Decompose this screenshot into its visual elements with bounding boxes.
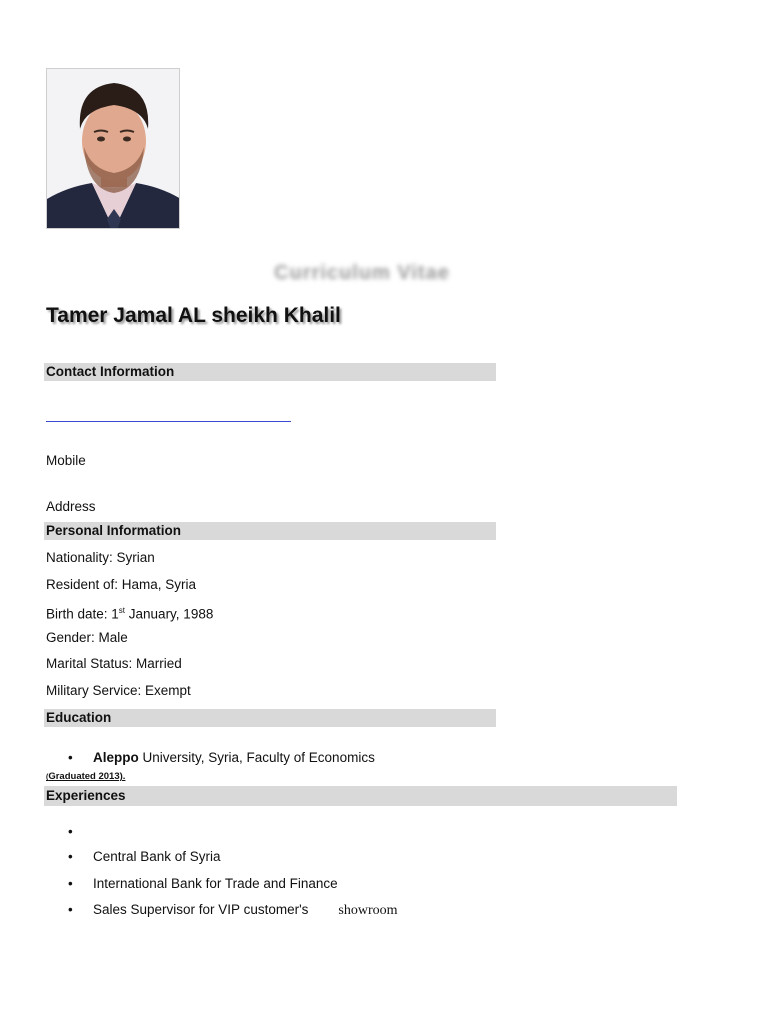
education-details: University, Syria, Faculty of Economics <box>138 750 375 765</box>
experience-text: International Bank for Trade and Finance <box>93 876 338 891</box>
birth-date <box>46 602 213 624</box>
mobile-label: Mobile <box>46 453 86 468</box>
gender: Gender: Male <box>46 630 128 645</box>
marital-status: Marital Status: Married <box>46 656 182 671</box>
birth-date-ordinal: st <box>118 606 126 615</box>
experience-text: Central Bank of Syria <box>93 849 221 864</box>
experience-item <box>68 875 338 893</box>
experience-text: Sales Supervisor for VIP customer's <box>93 902 309 917</box>
address-label: Address <box>46 499 96 514</box>
birth-date-prefix: Birth date: 1 <box>46 606 119 622</box>
graduation-note-paren: ( <box>46 774 49 781</box>
graduation-note <box>46 771 125 782</box>
experience-item <box>68 823 93 841</box>
bullet-icon: • <box>68 849 73 864</box>
education-item <box>68 749 375 767</box>
document-heading: Curriculum Vitae <box>274 262 450 284</box>
section-header-personal: Personal Information <box>44 522 496 540</box>
graduation-note-text: Graduated 2013). <box>48 771 126 782</box>
experience-item <box>68 848 221 866</box>
bullet-icon: • <box>68 750 73 765</box>
bullet-icon: • <box>68 824 73 839</box>
email-link[interactable] <box>46 421 291 422</box>
bullet-icon: • <box>68 876 73 891</box>
profile-photo <box>46 68 180 229</box>
section-header-education: Education <box>44 709 496 727</box>
section-header-experiences: Experiences <box>44 786 677 806</box>
military-service: Military Service: Exempt <box>46 683 191 698</box>
nationality: Nationality: Syrian <box>46 550 155 565</box>
person-name: Tamer Jamal AL sheikh Khalil <box>46 304 341 327</box>
experience-item <box>68 901 398 920</box>
section-header-contact: Contact Information <box>44 363 496 381</box>
birth-date-suffix: January, 1988 <box>125 606 214 622</box>
experience-extra-text: showroom <box>338 903 398 918</box>
residence: Resident of: Hama, Syria <box>46 577 197 592</box>
education-university: Aleppo <box>93 750 139 765</box>
portrait-image <box>47 69 180 229</box>
bullet-icon: • <box>68 902 73 917</box>
